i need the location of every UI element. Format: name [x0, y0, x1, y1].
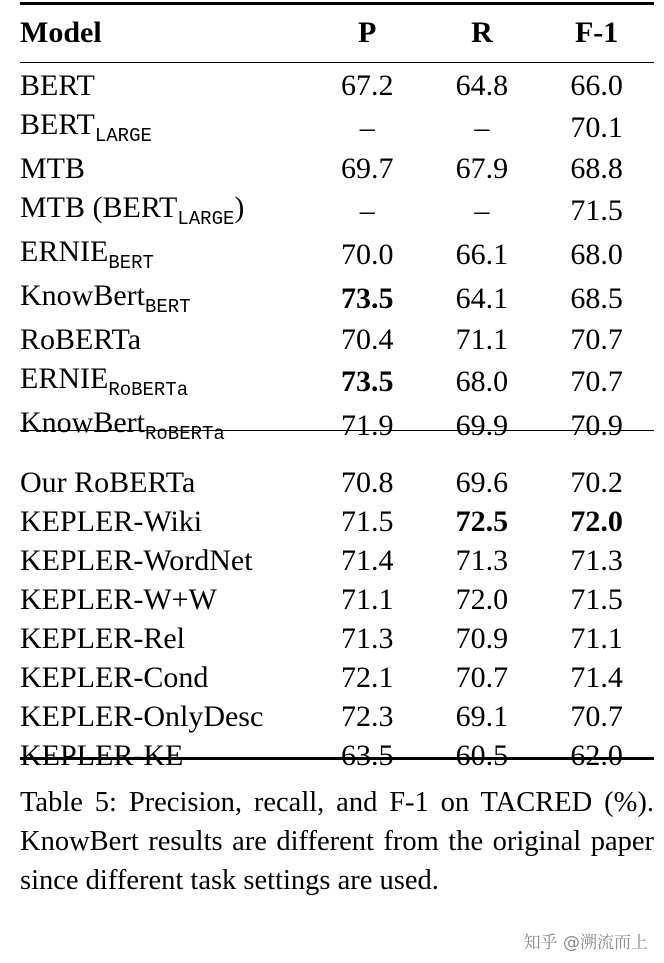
model-name: MTB [20, 152, 86, 185]
precision-cell: – [359, 110, 375, 144]
header-f1: F-1 [574, 16, 619, 49]
table-row [20, 403, 654, 447]
model-name-cell [20, 149, 310, 188]
recall-cell: 66.1 [455, 237, 509, 271]
model-name: KEPLER-Cond [20, 661, 209, 694]
recall-cell: 72.0 [455, 583, 509, 616]
model-name-cell [20, 697, 310, 736]
model-name: BERT [20, 108, 95, 141]
table-row [20, 320, 654, 359]
f1-cell: 71.4 [570, 661, 623, 694]
f1-cell: 70.7 [570, 364, 623, 398]
recall-cell: 71.1 [455, 323, 509, 356]
table-row [20, 149, 654, 188]
model-name: KEPLER-OnlyDesc [20, 700, 264, 733]
f1-cell: 70.2 [570, 466, 623, 499]
model-name: KEPLER-Wiki [20, 505, 203, 538]
header-precision: P [358, 16, 377, 49]
table-row [20, 541, 654, 580]
model-name: KEPLER-Rel [20, 622, 185, 655]
table-row [20, 697, 654, 736]
recall-cell: – [474, 193, 490, 227]
model-name-cell [20, 502, 310, 541]
model-subscript: RoBERTa [108, 379, 189, 401]
recall-cell: 70.7 [455, 661, 509, 694]
recall-cell: 72.5 [455, 505, 509, 538]
recall-cell: 60.5 [455, 739, 509, 772]
table-row [20, 105, 654, 149]
table-caption: Table 5: Precision, recall, and F-1 on TACRED (%). KnowBert results are different from the original paper since different task settings are used. [20, 787, 654, 896]
model-name: KnowBert [20, 406, 145, 439]
model-name-cell [20, 658, 310, 697]
recall-cell: 71.3 [455, 544, 509, 577]
model-name: KEPLER-WordNet [20, 544, 253, 577]
table-row [20, 359, 654, 403]
f1-cell: 71.5 [570, 193, 623, 227]
model-name: MTB (BERT [20, 191, 178, 224]
model-subscript: RoBERTa [144, 423, 225, 445]
table-row [20, 658, 654, 697]
recall-cell: 69.1 [455, 700, 509, 733]
model-name: Our RoBERTa [20, 466, 196, 499]
precision-cell: 72.3 [340, 700, 394, 733]
recall-cell: 64.1 [455, 281, 509, 315]
table-row [20, 580, 654, 619]
f1-cell: 70.9 [570, 408, 623, 442]
table-row [20, 619, 654, 658]
model-name-cell [20, 541, 310, 580]
model-subscript: LARGE [94, 125, 152, 147]
recall-cell: 68.0 [455, 364, 509, 398]
recall-cell: 69.6 [455, 466, 509, 499]
model-name: KEPLER-KE [20, 739, 184, 772]
model-name-cell [20, 66, 310, 105]
precision-cell: 73.5 [340, 364, 394, 398]
precision-cell: 71.3 [340, 622, 394, 655]
model-name-cell [20, 403, 310, 447]
model-name-cell [20, 232, 310, 276]
f1-cell: 71.1 [570, 622, 623, 655]
recall-cell: – [474, 110, 490, 144]
model-subscript: BERT [144, 296, 191, 318]
f1-cell: 62.0 [570, 739, 623, 772]
model-name: ERNIE [20, 362, 109, 395]
model-name-cell [20, 463, 310, 502]
model-name-cell [20, 619, 310, 658]
model-name-cell [20, 276, 310, 320]
recall-cell: 67.9 [455, 152, 509, 185]
header-model: Model [20, 16, 102, 49]
precision-cell: 70.8 [340, 466, 394, 499]
precision-cell: 71.5 [340, 505, 394, 538]
f1-cell: 71.5 [570, 583, 623, 616]
precision-cell: 63.5 [340, 739, 394, 772]
f1-cell: 71.3 [570, 544, 623, 577]
f1-cell: 68.0 [570, 237, 623, 271]
precision-cell: 71.1 [340, 583, 394, 616]
model-name-cell [20, 188, 310, 232]
precision-cell: 70.0 [340, 237, 394, 271]
model-name-cell [20, 736, 310, 775]
model-subscript: BERT [108, 252, 154, 274]
precision-cell: 71.9 [340, 408, 394, 442]
model-name: ERNIE [20, 235, 109, 268]
f1-cell: 68.8 [570, 152, 623, 185]
results-table [20, 0, 654, 775]
model-name: KnowBert [20, 279, 145, 312]
model-name-cell [20, 320, 310, 359]
precision-cell: 67.2 [340, 69, 394, 102]
group-gap [20, 447, 654, 463]
precision-cell: 71.4 [340, 544, 394, 577]
f1-cell: 70.1 [570, 110, 623, 144]
table-row [20, 502, 654, 541]
model-name-cell [20, 105, 310, 149]
precision-cell: 70.4 [340, 323, 394, 356]
watermark: 知乎 @溯流而上 [523, 933, 648, 953]
model-name: KEPLER-W+W [20, 583, 217, 616]
model-name: RoBERTa [20, 323, 142, 356]
f1-cell: 72.0 [570, 505, 623, 538]
model-name-cell [20, 580, 310, 619]
table-row [20, 736, 654, 775]
model-suffix: ) [234, 191, 245, 224]
precision-cell: 72.1 [340, 661, 394, 694]
f1-cell: 70.7 [570, 323, 623, 356]
model-name: BERT [20, 69, 95, 102]
header-row [20, 0, 654, 66]
recall-cell: 69.9 [455, 408, 509, 442]
header-recall: R [471, 16, 493, 49]
f1-cell: 70.7 [570, 700, 623, 733]
precision-cell: – [359, 193, 375, 227]
f1-cell: 66.0 [570, 69, 623, 102]
model-name-cell [20, 359, 310, 403]
precision-cell: 69.7 [340, 152, 394, 185]
recall-cell: 70.9 [455, 622, 509, 655]
table-row [20, 66, 654, 105]
table-row [20, 276, 654, 320]
table-row [20, 232, 654, 276]
recall-cell: 64.8 [455, 69, 509, 102]
model-subscript: LARGE [177, 208, 235, 230]
precision-cell: 73.5 [340, 281, 394, 315]
table-row [20, 188, 654, 232]
f1-cell: 68.5 [570, 281, 623, 315]
table-row [20, 463, 654, 502]
